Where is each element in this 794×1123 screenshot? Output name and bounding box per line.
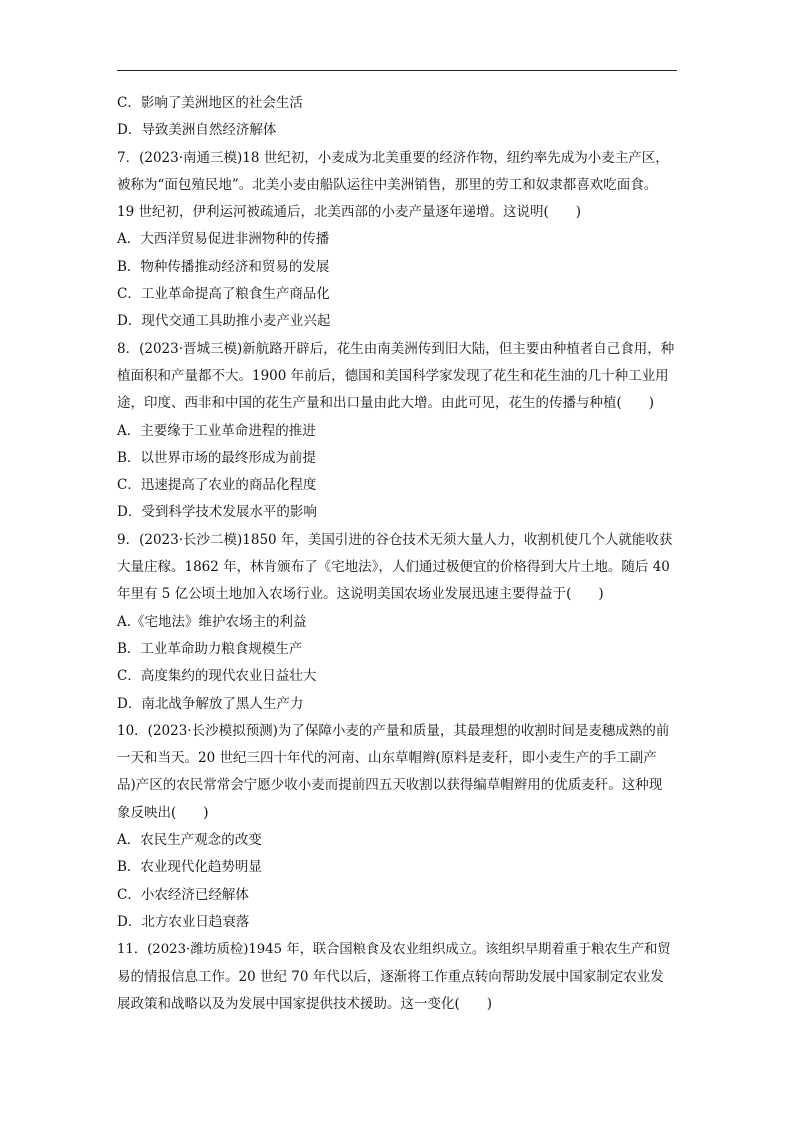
- question-stem-line: 9．(2023·长沙二模)1850 年，美国引进的谷仓技术无须大量人力，收割机使几个人就能收获: [117, 531, 673, 548]
- question-stem-line: 展政策和战略以及为发展中国家提供技术援助。这一变化( ): [117, 995, 493, 1012]
- option-line: B．农业现代化趋势明显: [117, 859, 262, 876]
- question-stem-line: 11．(2023·潍坊质检)1945 年，联合国粮食及农业组织成立。该组织早期着重于粮农生产和贸: [117, 942, 671, 958]
- option-line: C．高度集约的现代农业日益壮大: [117, 668, 317, 685]
- question-stem-line: 易的情报信息工作。20 世纪 70 年代以后，逐渐将工作重点转向帮助发展中国家制定农业发: [117, 968, 664, 985]
- header-rule: [117, 70, 677, 71]
- option-line: B．工业革命助力粮食规模生产: [117, 640, 303, 657]
- question-7: [117, 145, 679, 336]
- question-content: [117, 90, 679, 1018]
- question-stem-line: 大量庄稼。1862 年，林肯颁布了《宅地法》，人们通过极便宜的价格得到大片土地。随后 40: [117, 559, 670, 576]
- question-stem-line: 植面积和产量都不大。1900 年前后，德国和美国科学家发现了花生和花生油的几十种工业用: [117, 367, 669, 384]
- question-stem-line: 19 世纪初，伊利运河被疏通后，北美西部的小麦产量逐年递增。这说明( ): [117, 204, 582, 221]
- option-line: A.《宅地法》维护农场主的利益: [117, 613, 307, 630]
- option-line: B．以世界市场的最终形成为前提: [117, 449, 316, 466]
- question-stem-line: 10．(2023·长沙模拟预测)为了保障小麦的产量和质量，其最理想的收割时间是麦穗成熟的前: [117, 722, 670, 739]
- question-stem-line: 被称为“面包殖民地”。北美小麦由船队运往中美洲销售，那里的劳工和奴隶都喜欢吃面食。: [117, 176, 658, 193]
- option-line: C．影响了美洲地区的社会生活: [117, 95, 303, 111]
- question-10: [117, 718, 679, 936]
- option-line: C．工业革命提高了粮食生产商品化: [117, 286, 330, 303]
- option-line: D．北方农业日趋衰落: [117, 913, 250, 930]
- question-stem-line: 7．(2023·南通三模)18 世纪初，小麦成为北美重要的经济作物，纽约率先成为小麦主产区，: [117, 149, 669, 166]
- option-line: D．导致美洲自然经济解体: [117, 122, 277, 139]
- option-line: D．南北战争解放了黑人生产力: [117, 695, 304, 712]
- question-9: [117, 527, 679, 718]
- question-stem-line: 8．(2023·晋城三模)新航路开辟后，花生由南美洲传到旧大陆，但主要由种植者自己食用，种: [117, 340, 675, 357]
- question-stem-line: 一天和当天。20 世纪三四十年代的河南、山东草帽辫(原料是麦秆，即小麦生产的手工副产: [117, 750, 657, 767]
- option-line: A．大西洋贸易促进非洲物种的传播: [117, 231, 330, 248]
- question-stem-line: 年里有 5 亿公顷土地加入农场行业。这说明美国农场业发展迅速主要得益于( ): [117, 586, 604, 603]
- question-11: [117, 936, 679, 1018]
- question-stem-line: 品)产区的农民常常会宁愿少收小麦而提前四五天收割以获得编草帽辫用的优质麦秆。这种现: [117, 777, 663, 794]
- question-stem-line: 途，印度、西非和中国的花生产量和出口量由此大增。由此可见，花生的传播与种植( ): [117, 395, 655, 412]
- question-8: [117, 336, 679, 527]
- option-line: A．主要缘于工业革命进程的推进: [117, 422, 316, 439]
- option-line: A．农民生产观念的改变: [117, 832, 262, 849]
- option-line: D．受到科学技术发展水平的影响: [117, 504, 317, 521]
- option-line: D．现代交通工具助推小麦产业兴起: [117, 313, 331, 330]
- option-line: B．物种传播推动经济和贸易的发展: [117, 258, 330, 275]
- option-line: C．小农经济已经解体: [117, 886, 249, 903]
- option-line: C．迅速提高了农业的商品化程度: [117, 477, 317, 494]
- question-stem-line: 象反映出( ): [117, 804, 209, 821]
